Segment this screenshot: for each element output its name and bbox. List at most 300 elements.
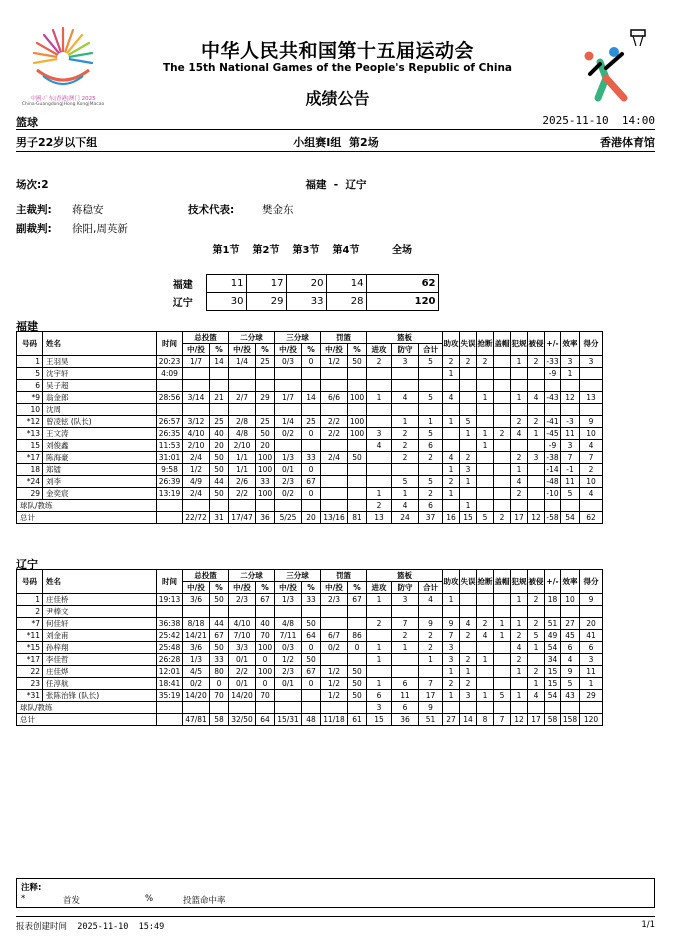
stat-cell xyxy=(494,380,511,392)
stat-cell: 3 xyxy=(528,452,545,464)
col-header-made: 中/投 xyxy=(275,344,302,356)
stat-cell: 2 xyxy=(419,488,443,500)
player-name: 尹棒文 xyxy=(43,606,157,618)
stat-cell: 1 xyxy=(443,488,460,500)
stat-cell xyxy=(443,428,460,440)
footer-divider xyxy=(16,916,655,917)
stat-cell: 2/10 xyxy=(229,440,256,452)
stat-cell: 1 xyxy=(477,392,494,404)
stat-cell: 2 xyxy=(460,678,477,690)
stat-cell xyxy=(367,416,392,428)
stat-cell: 6/6 xyxy=(321,392,348,404)
stat-cell xyxy=(210,368,229,380)
col-header-stl: 抢断 xyxy=(477,332,494,356)
stat-cell: 1/2 xyxy=(321,678,348,690)
col-header-ft: 罚篮 xyxy=(321,332,367,344)
stat-cell: 21 xyxy=(210,392,229,404)
col-header-blk: 盖帽 xyxy=(494,332,511,356)
stat-cell: 100 xyxy=(256,666,275,678)
stat-cell xyxy=(321,380,348,392)
stat-cell xyxy=(367,606,392,618)
stat-cell xyxy=(392,666,419,678)
stat-cell xyxy=(321,440,348,452)
col-header-two: 二分球 xyxy=(229,570,275,582)
stat-cell xyxy=(443,380,460,392)
stat-cell: 11 xyxy=(561,428,580,440)
stat-cell xyxy=(494,488,511,500)
stat-cell: 5 xyxy=(419,428,443,440)
assist-ref-label: 副裁判: xyxy=(16,223,52,235)
stat-cell: -33 xyxy=(546,356,559,366)
stat-cell xyxy=(477,416,494,428)
player-number: *17 xyxy=(17,654,43,666)
stat-cell: 4 xyxy=(561,654,580,666)
stat-cell xyxy=(580,368,603,380)
stat-cell xyxy=(302,440,321,452)
col-header-three: 三分球 xyxy=(275,332,321,344)
stat-cell xyxy=(348,380,367,392)
player-number: 1 xyxy=(17,594,43,606)
player-number: 2 xyxy=(17,606,43,618)
team-name-fujian: 福建 xyxy=(16,320,38,333)
stat-cell xyxy=(580,606,603,618)
stat-cell xyxy=(321,702,348,714)
stat-cell: 4 xyxy=(511,476,528,488)
stat-cell: 36 xyxy=(392,714,419,726)
total-label: 总计 xyxy=(17,512,157,524)
stat-cell: 0 xyxy=(302,428,321,440)
stat-cell xyxy=(580,500,603,512)
stat-cell: 27 xyxy=(561,618,580,630)
player-name: 沈周 xyxy=(43,404,157,416)
stat-cell: 2 xyxy=(443,678,460,690)
player-row xyxy=(17,392,603,404)
col-header-two: 二分球 xyxy=(229,332,275,344)
stat-cell: 3 xyxy=(392,594,419,606)
stat-cell: 1 xyxy=(511,356,528,368)
stat-cell: 5 xyxy=(528,630,545,642)
stat-cell: 40 xyxy=(256,618,275,630)
stat-cell: 50 xyxy=(256,428,275,440)
stat-cell: 13 xyxy=(580,392,603,404)
stat-cell: 11:53 xyxy=(157,440,183,452)
stat-cell: 3 xyxy=(443,642,460,654)
stat-cell: 8/18 xyxy=(183,618,210,630)
player-row xyxy=(17,476,603,488)
stat-cell: 2 xyxy=(494,512,511,524)
stat-cell xyxy=(348,476,367,488)
stat-cell: 0 xyxy=(302,464,321,476)
col-header-pf: 犯规 xyxy=(511,332,528,356)
stat-cell: 3 xyxy=(460,690,477,702)
total-row xyxy=(17,512,603,524)
player-row xyxy=(17,678,603,690)
stat-cell xyxy=(460,404,477,416)
stat-cell xyxy=(321,618,348,630)
stat-cell xyxy=(419,404,443,416)
stat-cell: 2 xyxy=(460,654,477,666)
stat-cell xyxy=(477,642,494,654)
stat-cell: 2 xyxy=(511,654,528,666)
stat-cell: 2 xyxy=(443,356,460,368)
stat-cell xyxy=(494,464,511,476)
stat-cell: 7/11 xyxy=(275,630,302,642)
stat-cell: 1 xyxy=(511,392,528,404)
stat-cell: 4 xyxy=(580,440,603,452)
stat-cell: 1/2 xyxy=(275,654,302,666)
col-header-made: 中/投 xyxy=(321,582,348,594)
col-header-number: 号码 xyxy=(17,570,43,594)
stat-cell: 5 xyxy=(460,416,477,428)
score-cell: 30 xyxy=(206,293,246,311)
stat-cell: 70 xyxy=(256,630,275,642)
stat-cell: 4 xyxy=(443,452,460,464)
stat-cell xyxy=(256,368,275,380)
stat-cell: 15 xyxy=(545,666,561,678)
stat-cell: 2 xyxy=(460,356,477,368)
stat-cell: 54 xyxy=(545,642,561,654)
col-header-fd: 被侵 xyxy=(528,570,545,594)
stat-cell: 1 xyxy=(477,428,494,440)
stat-cell: 14 xyxy=(460,714,477,726)
match-datetime: 2025-11-10 14:00 xyxy=(542,114,655,127)
stat-cell xyxy=(477,678,494,690)
stat-cell: 32/50 xyxy=(229,714,256,726)
stat-cell: 8 xyxy=(477,714,494,726)
stat-cell: 27 xyxy=(443,714,460,726)
player-name: 何佳轩 xyxy=(43,618,157,630)
stat-cell: 1 xyxy=(367,488,392,500)
stat-cell: 1/3 xyxy=(275,452,302,464)
stat-cell: 7 xyxy=(561,452,580,464)
stat-cell: 36:38 xyxy=(157,618,183,630)
stat-cell: 62 xyxy=(580,512,603,524)
stat-cell: 2/2 xyxy=(321,416,348,428)
stat-cell: 4 xyxy=(367,440,392,452)
stat-cell: 20 xyxy=(210,440,229,452)
stat-cell: 50 xyxy=(210,464,229,476)
stat-cell: 45 xyxy=(561,630,580,642)
stat-cell: 1 xyxy=(367,392,392,404)
stat-cell: 13:19 xyxy=(157,488,183,500)
stat-cell: 14/20 xyxy=(183,690,210,702)
stat-cell: 20:23 xyxy=(157,356,183,368)
stat-cell xyxy=(321,464,348,476)
score-cell: 29 xyxy=(246,293,286,311)
stat-cell: 1 xyxy=(460,666,477,678)
stat-cell: 12:01 xyxy=(157,666,183,678)
stat-cell: 3/3 xyxy=(229,642,256,654)
stat-cell xyxy=(157,512,183,524)
stat-cell xyxy=(348,440,367,452)
stat-cell xyxy=(183,380,210,392)
stat-cell: 31:01 xyxy=(157,452,183,464)
stat-cell xyxy=(256,500,275,512)
stat-cell: 34 xyxy=(545,654,561,666)
stat-cell: 5 xyxy=(392,476,419,488)
tech-delegate: 樊金东 xyxy=(262,204,294,216)
player-number: 15 xyxy=(17,440,43,452)
logo-caption: 中國·广东|香港|澳门 2025 xyxy=(30,96,96,102)
stat-cell: 2 xyxy=(419,642,443,654)
player-number: *17 xyxy=(17,452,43,464)
stat-cell: 2 xyxy=(443,476,460,488)
stat-cell: 6 xyxy=(561,642,580,654)
q1-header: 第1节 xyxy=(212,245,240,256)
stat-cell xyxy=(511,440,528,452)
stat-cell: 1 xyxy=(511,618,528,630)
stat-cell xyxy=(511,404,528,416)
stat-cell: 5 xyxy=(419,392,443,404)
team-coach-row xyxy=(17,500,603,512)
q4-header: 第4节 xyxy=(332,245,360,256)
stat-cell xyxy=(443,702,460,714)
stat-cell: 26:28 xyxy=(157,654,183,666)
q2-header: 第2节 xyxy=(252,245,280,256)
stat-cell: 3 xyxy=(443,654,460,666)
stat-cell xyxy=(210,404,229,416)
player-row xyxy=(17,654,603,666)
stat-cell: 4 xyxy=(511,642,528,654)
stat-cell: 4 xyxy=(460,618,477,630)
stat-cell: 2/6 xyxy=(229,476,256,488)
stat-cell xyxy=(348,464,367,476)
stat-cell: 48 xyxy=(302,714,321,726)
stat-cell: 3/12 xyxy=(183,416,210,428)
player-number: *9 xyxy=(17,392,43,404)
stat-cell: 6 xyxy=(367,690,392,702)
sport-label: 篮球 xyxy=(16,116,38,129)
stat-cell: 25 xyxy=(256,416,275,428)
stat-cell: 0 xyxy=(348,642,367,654)
stat-cell: 15 xyxy=(545,678,561,690)
col-header-to: 失误 xyxy=(460,570,477,594)
stat-cell: 6 xyxy=(392,702,419,714)
player-row xyxy=(17,404,603,416)
stat-cell: 4 xyxy=(580,488,603,500)
stat-cell: 5 xyxy=(419,476,443,488)
stat-cell: 24 xyxy=(392,512,419,524)
stat-cell xyxy=(494,666,511,678)
stat-cell xyxy=(302,606,321,618)
stat-cell xyxy=(477,488,494,500)
stat-cell: 120 xyxy=(580,714,603,726)
total-label: 总计 xyxy=(17,714,157,726)
stat-cell: 1 xyxy=(367,594,392,606)
stat-cell xyxy=(494,368,511,380)
stat-cell: 3 xyxy=(460,464,477,476)
stat-cell: 4 xyxy=(528,690,545,702)
stat-cell xyxy=(580,380,603,392)
stat-cell xyxy=(229,606,256,618)
stat-cell: 1/7 xyxy=(183,356,210,368)
stat-cell xyxy=(348,606,367,618)
stat-cell: 15 xyxy=(367,714,392,726)
player-number: 18 xyxy=(17,464,43,476)
stat-cell xyxy=(528,404,545,416)
stat-cell xyxy=(157,606,183,618)
tech-delegate-label: 技术代表: xyxy=(188,204,235,216)
stat-cell: 1/7 xyxy=(275,392,302,404)
stat-cell: -3 xyxy=(561,416,580,428)
stat-cell: 100 xyxy=(256,488,275,500)
stat-cell: 12 xyxy=(561,392,580,404)
stat-cell xyxy=(367,368,392,380)
stat-cell: 5 xyxy=(477,512,494,524)
stat-cell: 3 xyxy=(561,440,580,452)
stat-cell xyxy=(419,606,443,618)
stat-cell xyxy=(392,654,419,666)
stat-cell: 1 xyxy=(367,654,392,666)
stat-cell: 0 xyxy=(302,488,321,500)
stat-cell xyxy=(545,380,561,392)
stat-cell: 10 xyxy=(580,428,603,440)
score-team-liaoning: 辽宁 xyxy=(172,298,193,309)
stat-cell: 64 xyxy=(256,714,275,726)
stat-cell: 7/10 xyxy=(229,630,256,642)
stat-cell: 1 xyxy=(460,428,477,440)
stat-cell: 0 xyxy=(210,678,229,690)
stat-cell xyxy=(511,678,528,690)
stat-cell: 1/4 xyxy=(275,416,302,428)
stat-cell: 2 xyxy=(528,618,545,630)
stat-cell xyxy=(392,368,419,380)
player-row xyxy=(17,594,603,606)
stat-cell: 70 xyxy=(256,690,275,702)
stat-cell xyxy=(157,380,183,392)
stat-cell xyxy=(157,702,183,714)
stat-cell: 31 xyxy=(210,512,229,524)
stat-cell xyxy=(511,368,528,380)
stat-cell: 1/1 xyxy=(229,452,256,464)
col-header-pct: % xyxy=(302,582,321,594)
stat-cell: 3 xyxy=(561,356,580,368)
player-number: *7 xyxy=(17,618,43,630)
stat-cell xyxy=(528,654,545,666)
stat-cell: 15/31 xyxy=(275,714,302,726)
stat-cell: 0/1 xyxy=(229,654,256,666)
stat-cell xyxy=(477,702,494,714)
stat-cell: 9 xyxy=(580,416,603,428)
stat-cell xyxy=(157,500,183,512)
stat-cell: 100 xyxy=(256,464,275,476)
stat-cell: 4 xyxy=(392,392,419,404)
stat-cell: 1 xyxy=(367,642,392,654)
stat-cell xyxy=(348,488,367,500)
stat-cell: 11/18 xyxy=(321,714,348,726)
player-row xyxy=(17,452,603,464)
stat-cell: 1 xyxy=(392,416,419,428)
stat-cell: 1 xyxy=(392,488,419,500)
stat-cell: 25 xyxy=(210,416,229,428)
stat-cell xyxy=(275,606,302,618)
stat-cell: 81 xyxy=(348,512,367,524)
stat-cell: 3 xyxy=(392,356,419,368)
stat-cell: 1 xyxy=(477,654,494,666)
player-row xyxy=(17,440,603,452)
player-row xyxy=(17,368,603,380)
stat-cell: -14 xyxy=(546,464,559,474)
col-header-made: 中/投 xyxy=(229,344,256,356)
col-header-pm: +/- xyxy=(545,332,561,356)
stat-cell xyxy=(528,368,545,380)
col-header-pct: % xyxy=(210,582,229,594)
stat-cell xyxy=(256,380,275,392)
stat-cell: 4/10 xyxy=(183,428,210,440)
stat-cell xyxy=(229,500,256,512)
stat-cell: 4 xyxy=(511,428,528,440)
stat-cell: 80 xyxy=(210,666,229,678)
games-logo xyxy=(18,20,108,110)
stat-cell xyxy=(321,404,348,416)
stat-cell xyxy=(367,476,392,488)
stat-cell: -41 xyxy=(546,416,559,426)
stat-cell: 50 xyxy=(210,642,229,654)
stat-cell xyxy=(348,500,367,512)
player-name: 王文涛 xyxy=(43,428,157,440)
stat-cell: 9 xyxy=(419,618,443,630)
team-stats-liaoning xyxy=(16,569,603,726)
stat-cell xyxy=(460,606,477,618)
player-name: 王羽昊 xyxy=(43,356,157,368)
stat-cell: 2 xyxy=(460,452,477,464)
stat-cell: 13/16 xyxy=(321,512,348,524)
stat-cell: 0/2 xyxy=(275,428,302,440)
stat-cell xyxy=(367,630,392,642)
stat-cell xyxy=(511,606,528,618)
stat-cell: 50 xyxy=(348,452,367,464)
col-header-made: 中/投 xyxy=(275,582,302,594)
player-name: 吴子超 xyxy=(43,380,157,392)
stat-cell xyxy=(494,678,511,690)
stat-cell: 2/3 xyxy=(275,476,302,488)
stat-cell: 2/7 xyxy=(229,392,256,404)
col-header-pct: % xyxy=(348,344,367,356)
stat-cell xyxy=(348,404,367,416)
stat-cell xyxy=(477,666,494,678)
score-cell: 33 xyxy=(286,293,326,311)
stat-cell xyxy=(511,380,528,392)
player-number: 6 xyxy=(17,380,43,392)
stat-cell: 1 xyxy=(419,416,443,428)
stat-cell xyxy=(348,368,367,380)
stat-cell: 2 xyxy=(419,630,443,642)
col-header-pct: % xyxy=(256,344,275,356)
stat-cell xyxy=(494,440,511,452)
player-name: 陈海豪 xyxy=(43,452,157,464)
note-star: * xyxy=(21,894,26,904)
stat-cell xyxy=(275,440,302,452)
stat-cell xyxy=(367,404,392,416)
stat-cell xyxy=(321,500,348,512)
stat-cell: 2 xyxy=(477,356,494,368)
score-cell: 14 xyxy=(326,275,366,293)
stat-cell: 10 xyxy=(580,476,603,488)
stat-cell: 6 xyxy=(392,678,419,690)
stat-cell xyxy=(275,690,302,702)
stat-cell xyxy=(494,452,511,464)
stat-cell: 11 xyxy=(561,476,580,488)
stat-cell: 4/5 xyxy=(183,666,210,678)
stat-cell xyxy=(367,380,392,392)
player-row xyxy=(17,416,603,428)
stat-cell xyxy=(321,606,348,618)
player-name: 刘李 xyxy=(43,476,157,488)
stat-cell: 1 xyxy=(494,630,511,642)
stat-cell xyxy=(528,606,545,618)
stat-cell xyxy=(392,380,419,392)
col-header-number: 号码 xyxy=(17,332,43,356)
